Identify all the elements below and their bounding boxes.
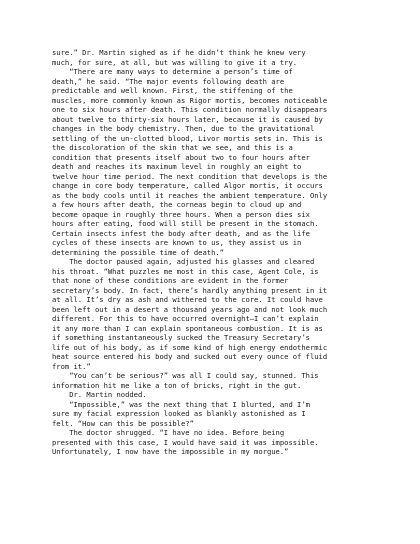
text-line: become opaque in roughly three hours. When a person dies six — [52, 209, 310, 219]
text-line: information hit me like a ton of bricks, right in the gut. — [52, 380, 302, 390]
text-line: his throat. “What puzzles me most in this case, Agent Cole, is — [52, 266, 319, 276]
text-line: it any more than I can explain spontaneous combustion. It is as — [52, 323, 323, 333]
text-line: presented with this case, I would have said it was impossible. — [52, 437, 319, 447]
text-line: as the body cools until it reaches the ambient temperature. Only — [52, 190, 328, 200]
text-line: Dr. Martin nodded. — [52, 390, 147, 399]
text-line: secretary’s body. In fact, there’s hardly anything present in it — [52, 285, 328, 295]
text-line: “There are many ways to determine a person’s time of — [52, 67, 293, 76]
text-line: that none of these conditions are evident in the former — [52, 276, 289, 285]
text-line: the discoloration of the skin that we see, and this is a — [52, 143, 293, 152]
text-line: muscles, more commonly known as Rigor mortis, becomes noticeable — [52, 95, 328, 105]
text-line: settling of the un-clotted blood, Livor mortis sets in. This is — [52, 133, 323, 143]
text-line: The doctor shrugged. “I have no idea. Before being — [52, 428, 285, 437]
text-line: hours after eating, food will still be present in the stomach. — [52, 219, 319, 228]
text-line: heat source entered his body and sucked out every ounce of fluid — [52, 352, 328, 361]
text-line: The doctor paused again, adjusted his glasses and cleared — [52, 257, 315, 266]
text-line: sure.” Dr. Martin sighed as if he didn’t think he knew very — [52, 48, 306, 57]
text-line: Certain insects infest the body after death, and as the life — [52, 228, 310, 238]
text-line: one to six hours after death. This condition normally disappears — [52, 105, 328, 114]
text-line: different. For this to have occurred overnight—I can’t explain — [52, 314, 319, 323]
text-line: a few hours after death, the corneas begin to cloud up and — [52, 200, 302, 209]
text-line: twelve hour time period. The next condition that develops is the — [52, 171, 328, 181]
text-line: predictable and well known. First, the stiffening of the — [52, 86, 293, 95]
text-line: death and reaches its maximum level in roughly an eight to — [52, 162, 302, 171]
text-line: sure my facial expression looked as blankly astonished as I — [52, 409, 306, 418]
text-line: change in core body temperature, called Algor mortis, it occurs — [52, 181, 323, 190]
text-line: felt. “How can this be possible?” — [52, 418, 194, 428]
text-line: much, for sure, at all, but was willing to give it a try. — [52, 57, 298, 67]
text-line: condition that presents itself about two to four hours after — [52, 152, 310, 162]
text-line: if something instantaneously sucked the Treasury Secretary’s — [52, 333, 310, 342]
text-line: “You can’t be serious?” was all I could say, stunned. This — [52, 371, 319, 380]
text-line: from it.” — [52, 361, 91, 371]
text-line: been left out in a desert a thousand years ago and not look much — [52, 304, 328, 314]
body-text — [52, 48, 372, 457]
text-line: about twelve to thirty-six hours later, because it is caused by — [52, 114, 323, 124]
text-line: death,” he said. “The major events following death are — [52, 76, 285, 86]
text-line: “Impossible,” was the next thing that I blurted, and I’m — [52, 399, 310, 409]
text-line: changes in the body chemistry. Then, due to the gravitational — [52, 124, 315, 133]
text-line: Unfortunately, I now have the impossible in my morgue.” — [52, 447, 289, 456]
text-line: life out of his body, as if some kind of high energy endothermic — [52, 342, 328, 352]
text-line: at all. It’s dry as ash and withered to the core. It could have — [52, 295, 323, 304]
text-line: determining the possible time of death.” — [52, 247, 224, 257]
text-line: cycles of these insects are known to us, they assist us in — [52, 238, 302, 247]
